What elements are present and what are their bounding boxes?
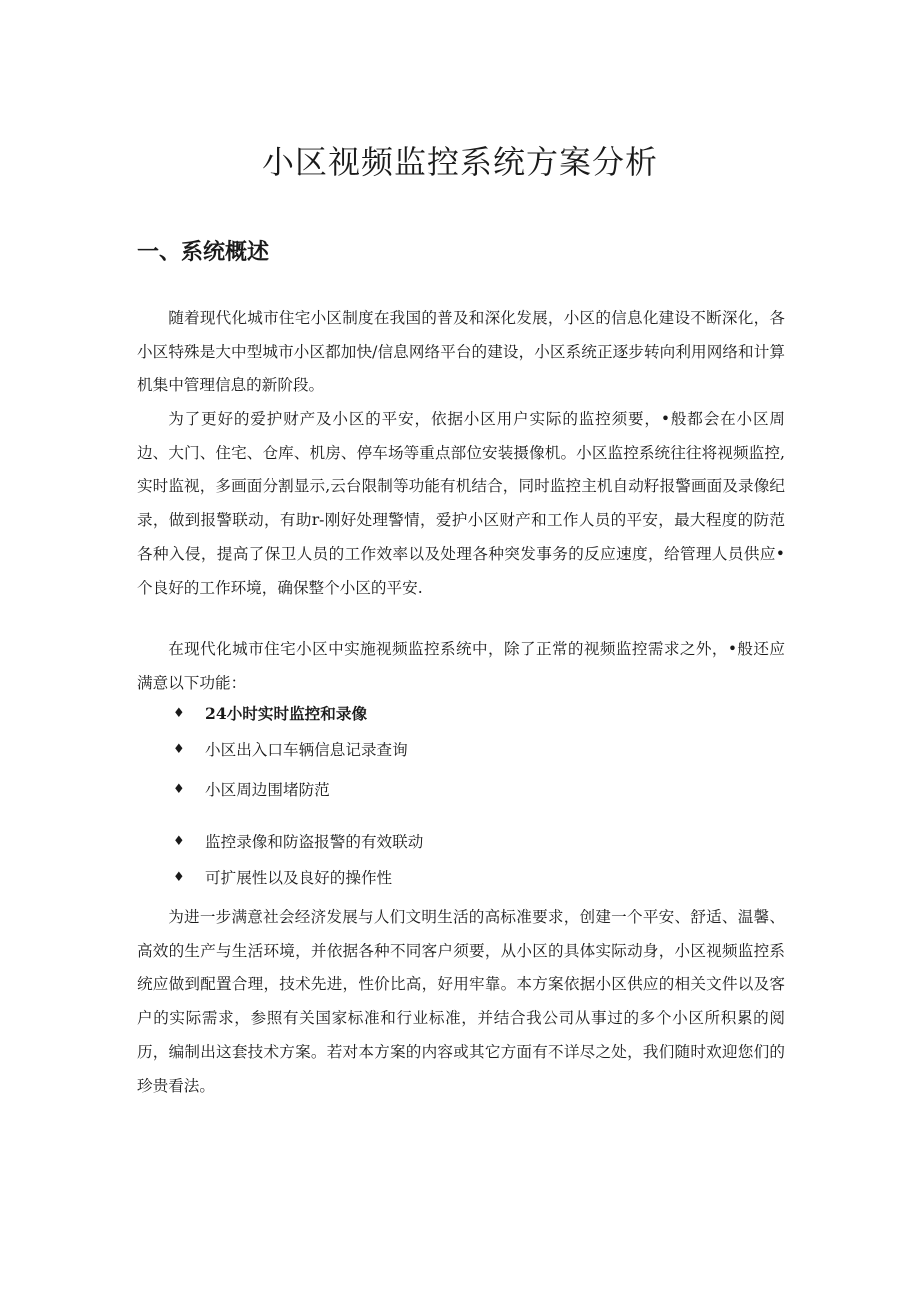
list-item — [137, 866, 785, 890]
list-item-text: 24小时实时监控和录像 — [205, 704, 368, 723]
paragraph-solution-summary: 为进一步满意社会经济发展与人们文明生活的高标准要求，创建一个平安、舒适、温馨、高效的生产与生活环境，并依据各种不同客户须要，从小区的具体实际动身，小区视频监控系统应做到配置合理，技术先进，性价比高，好用牢靠。本方案依据小区供应的相关文件以及客户的实际需求，参照有关国家标准和行业标准，并结合我公司从事过的多个小区所积累的阅历，编制出这套技术方案。若对本方案的内容或其它方面有不详尽之处，我们随时欢迎您们的珍贵看法。 — [137, 908, 785, 1095]
paragraph-monitoring-purpose: 为了更好的爱护财产及小区的平安，依据小区用户实际的监控须要，•般都会在小区周边、大门、住宅、仓库、机房、停车场等重点部位安装摄像机。小区监控系统往往将视频监控,实时监视，多画面分割显示,云台限制等功能有机结合，同时监控主机自动籽报警画面及录像纪录，做到报警联动，有助r-刚好处理警情，爱护小区财产和工作人员的平安，最大程度的防范各种入侵，提高了保卫人员的工作效率以及处理各种突发事务的反应速度，给管理人员供应•个良好的工作环境，确保整个小区的平安. — [137, 410, 785, 597]
list-item — [137, 702, 785, 726]
list-item — [137, 778, 785, 802]
page-title: 小区视频监控系统方案分析 — [261, 143, 658, 181]
list-item-text: 监控录像和防盗报警的有效联动 — [205, 833, 424, 851]
diamond-bullet-icon: ♦ — [173, 782, 185, 797]
diamond-bullet-icon: ♦ — [173, 870, 185, 885]
list-item — [137, 738, 785, 762]
list-item-text: 小区出入口车辆信息记录查询 — [205, 741, 408, 759]
paragraph-intro: 随着现代化城市住宅小区制度在我国的普及和深化发展，小区的信息化建设不断深化，各小区特殊是大中型城市小区都加快/信息网络平台的建设，小区系统正逐步转向利用网络和计算机集中管理信息的新阶段。 — [137, 309, 785, 395]
diamond-bullet-icon: ♦ — [173, 742, 185, 757]
paragraph-function-intro: 在现代化城市住宅小区中实施视频监控系统中，除了正常的视频监控需求之外，•般还应满意以下功能： — [137, 640, 785, 692]
list-item-text: 可扩展性以及良好的操作性 — [205, 869, 393, 887]
list-item-text: 小区周边围堵防范 — [205, 781, 330, 799]
diamond-bullet-icon: ♦ — [173, 834, 185, 849]
section-heading: 一、系统概述 — [137, 240, 270, 265]
diamond-bullet-icon: ♦ — [173, 706, 185, 721]
list-item — [137, 830, 785, 854]
